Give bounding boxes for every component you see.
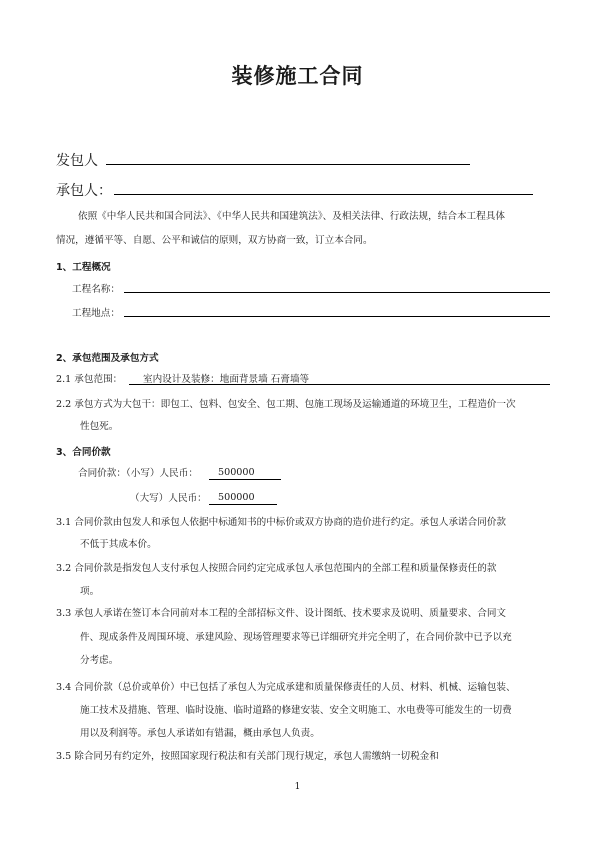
price-large-value: 500000: [209, 492, 277, 505]
clause-3-4-line-1: 3.4 合同价款（总价或单价）中已包括了承包人为完成承建和质量保修责任的人员、材料、机械、运输包装、: [56, 682, 516, 693]
section-2-heading: 2、承包范围及承包方式: [56, 353, 159, 364]
project-name-label: 工程名称：: [72, 284, 120, 295]
project-location-label: 工程地点：: [72, 308, 120, 319]
clause-3-2-line-1: 3.2 合同价款是指发包人支付承包人按照合同约定完成承包人承包范围内的全部工程和质量保修责任的款: [56, 563, 497, 574]
clause-3-1-line-1: 3.1 合同价款由包发人和承包人依据中标通知书的中标价或双方协商的造价进行约定。承包人承诺合同价款: [56, 517, 507, 528]
clause-3-3-line-1: 3.3 承包人承诺在签订本合同前对本工程的全部招标文件、设计图纸、技术要求及说明、质量要求、合同文: [56, 608, 507, 619]
section-1-heading: 1、工程概况: [56, 262, 111, 273]
price-small-label: 合同价款：（小写）人民币：: [78, 468, 198, 479]
clause-3-2-line-2: 项。: [80, 586, 100, 597]
project-location-underline: [124, 316, 550, 317]
intro-line-2: 情况，遵循平等、自愿、公平和诚信的原则，双方协商一致，订立本合同。: [56, 235, 373, 246]
party-a-label: 发包人: [56, 153, 98, 169]
party-b-underline: [114, 194, 533, 195]
clause-3-4-line-3: 用以及利润等。承包人承诺如有错漏，概由承包人负责。: [80, 728, 320, 739]
intro-line-1: 依照《中华人民共和国合同法》、《中华人民共和国建筑法》、及相关法律、行政法规，结合本工程具体: [78, 211, 505, 222]
page-number: 1: [294, 782, 301, 792]
document-title: 装修施工合同: [231, 64, 364, 88]
method-line-2: 性包死。: [80, 421, 119, 432]
clause-3-1-line-2: 不低于其成本价。: [80, 539, 157, 550]
clause-3-5-line-1: 3.5 除合同另有约定外，按照国家现行税法和有关部门现行规定，承包人需缴纳一切税金和: [56, 751, 439, 762]
party-a-underline: [106, 164, 470, 165]
clause-3-4-line-2: 施工技术及措施、管理、临时设施、临时道路的修建安装、安全文明施工、水电费等可能发生的一切费: [80, 705, 512, 716]
project-name-underline: [124, 292, 550, 293]
scope-value: 室内设计及装修：地面背景墙 石膏墙等: [143, 374, 310, 385]
section-3-heading: 3、合同价款: [56, 447, 111, 458]
method-line-1: 2.2 承包方式为大包干：即包工、包料、包安全、包工期、包施工现场及运输通道的环境卫生，工程造价一次: [56, 399, 516, 410]
price-large-label: （大写）人民币：: [130, 493, 207, 504]
clause-3-3-line-3: 分考虑。: [80, 655, 119, 666]
party-b-label: 承包人：: [56, 183, 112, 199]
price-small-value: 500000: [209, 467, 281, 480]
clause-3-3-line-2: 件、现成条件及周围环境、承建风险、现场管理要求等已详细研究并完全明了，在合同价款中已予以充: [80, 632, 512, 643]
scope-label: 2.1 承包范围：: [56, 374, 123, 385]
